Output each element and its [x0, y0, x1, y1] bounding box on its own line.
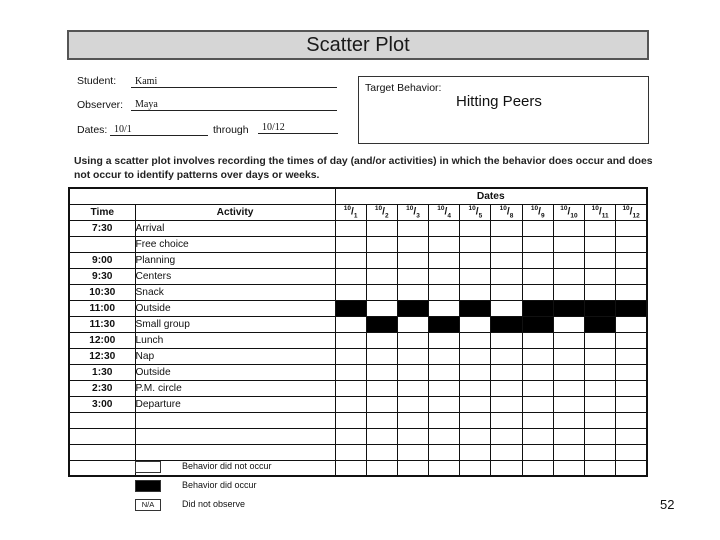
cell-behavior-not-occurred	[553, 348, 584, 364]
cell-behavior-not-occurred	[585, 268, 616, 284]
activity-cell	[135, 444, 335, 460]
cell-behavior-not-occurred	[397, 348, 428, 364]
cell-behavior-not-occurred	[616, 236, 647, 252]
legend-black-box	[135, 480, 161, 492]
student-value: Kami	[131, 75, 337, 88]
cell-behavior-not-occurred	[553, 316, 584, 332]
cell-behavior-not-occurred	[553, 460, 584, 476]
date-column-header: $^{10}/_{11}$	[585, 204, 616, 220]
table-row	[69, 236, 647, 252]
cell-behavior-not-occurred	[522, 284, 553, 300]
cell-behavior-not-occurred	[491, 284, 522, 300]
cell-behavior-not-occurred	[553, 380, 584, 396]
date-month: 10	[622, 204, 630, 212]
cell-behavior-not-occurred	[335, 428, 366, 444]
cell-behavior-not-occurred	[397, 332, 428, 348]
cell-behavior-not-occurred	[366, 380, 397, 396]
cell-behavior-not-occurred	[397, 396, 428, 412]
cell-behavior-not-occurred	[429, 444, 460, 460]
cell-behavior-occurred	[429, 316, 460, 332]
activity-cell	[135, 428, 335, 444]
cell-behavior-not-occurred	[616, 316, 647, 332]
activity-cell: Snack	[135, 284, 335, 300]
cell-behavior-not-occurred	[429, 268, 460, 284]
date-day: 12	[632, 212, 640, 220]
table-header-row-dates	[69, 188, 647, 204]
date-month: 10	[468, 204, 476, 212]
cell-behavior-not-occurred	[585, 380, 616, 396]
cell-behavior-occurred	[585, 316, 616, 332]
cell-behavior-not-occurred	[335, 236, 366, 252]
cell-behavior-not-occurred	[553, 236, 584, 252]
time-cell: 3:00	[69, 396, 135, 412]
table-header-row-columns	[69, 204, 647, 220]
cell-behavior-occurred	[366, 316, 397, 332]
cell-behavior-not-occurred	[522, 236, 553, 252]
through-label: through	[213, 124, 249, 136]
cell-behavior-occurred	[522, 300, 553, 316]
time-cell	[69, 236, 135, 252]
table-row	[69, 252, 647, 268]
cell-behavior-not-occurred	[491, 364, 522, 380]
cell-behavior-not-occurred	[429, 396, 460, 412]
cell-behavior-not-occurred	[616, 332, 647, 348]
cell-behavior-not-occurred	[585, 220, 616, 236]
cell-behavior-not-occurred	[335, 444, 366, 460]
date-month: 10	[437, 204, 445, 212]
activity-cell: Outside	[135, 300, 335, 316]
cell-behavior-not-occurred	[491, 380, 522, 396]
cell-behavior-not-occurred	[460, 348, 491, 364]
cell-behavior-occurred	[616, 300, 647, 316]
date-day: 4	[447, 212, 451, 220]
cell-behavior-not-occurred	[616, 220, 647, 236]
cell-behavior-not-occurred	[460, 284, 491, 300]
activity-header: Activity	[135, 204, 335, 220]
time-cell: 2:30	[69, 380, 135, 396]
date-month: 10	[343, 204, 351, 212]
cell-behavior-not-occurred	[335, 396, 366, 412]
cell-behavior-not-occurred	[491, 444, 522, 460]
cell-behavior-not-occurred	[585, 364, 616, 380]
date-column-header: $^{10}/_{10}$	[553, 204, 584, 220]
time-cell: 12:30	[69, 348, 135, 364]
legend-white-box	[135, 461, 161, 473]
table-row	[69, 300, 647, 316]
dates-label: Dates:	[77, 124, 108, 136]
cell-behavior-not-occurred	[460, 316, 491, 332]
cell-behavior-not-occurred	[553, 252, 584, 268]
activity-cell: Small group	[135, 316, 335, 332]
cell-behavior-not-occurred	[460, 364, 491, 380]
cell-behavior-not-occurred	[616, 284, 647, 300]
time-header: Time	[69, 204, 135, 220]
cell-behavior-not-occurred	[366, 252, 397, 268]
table-row	[69, 428, 647, 444]
cell-behavior-not-occurred	[366, 396, 397, 412]
cell-behavior-not-occurred	[522, 332, 553, 348]
cell-behavior-not-occurred	[522, 364, 553, 380]
cell-behavior-not-occurred	[460, 252, 491, 268]
cell-behavior-not-occurred	[616, 428, 647, 444]
cell-behavior-not-occurred	[616, 348, 647, 364]
observer-label: Observer:	[77, 99, 124, 111]
date-month: 10	[591, 204, 599, 212]
time-cell: 10:30	[69, 284, 135, 300]
cell-behavior-not-occurred	[460, 332, 491, 348]
cell-behavior-not-occurred	[491, 220, 522, 236]
cell-behavior-not-occurred	[616, 268, 647, 284]
cell-behavior-not-occurred	[585, 428, 616, 444]
time-cell: 9:00	[69, 252, 135, 268]
cell-behavior-occurred	[553, 300, 584, 316]
cell-behavior-not-occurred	[366, 284, 397, 300]
cell-behavior-not-occurred	[366, 364, 397, 380]
activity-cell: P.M. circle	[135, 380, 335, 396]
cell-behavior-not-occurred	[491, 252, 522, 268]
cell-behavior-not-occurred	[429, 380, 460, 396]
cell-behavior-not-occurred	[585, 412, 616, 428]
cell-behavior-not-occurred	[522, 268, 553, 284]
date-day: 11	[601, 212, 609, 220]
cell-behavior-not-occurred	[616, 380, 647, 396]
cell-behavior-not-occurred	[335, 284, 366, 300]
date-month: 10	[499, 204, 507, 212]
legend-not-observe-text: Did not observe	[182, 499, 246, 509]
cell-behavior-not-occurred	[522, 220, 553, 236]
cell-behavior-not-occurred	[585, 236, 616, 252]
cell-behavior-not-occurred	[397, 220, 428, 236]
scatter-plot-table	[68, 187, 648, 477]
cell-behavior-not-occurred	[429, 332, 460, 348]
observer-field	[77, 99, 123, 111]
cell-behavior-not-occurred	[585, 252, 616, 268]
cell-behavior-not-occurred	[616, 444, 647, 460]
table-row	[69, 284, 647, 300]
page-title	[67, 30, 649, 60]
time-cell: 1:30	[69, 364, 135, 380]
cell-behavior-not-occurred	[397, 412, 428, 428]
cell-behavior-not-occurred	[553, 268, 584, 284]
date-column-header: $^{10}/_8$	[491, 204, 522, 220]
cell-behavior-not-occurred	[553, 220, 584, 236]
date-day: 5	[478, 212, 483, 220]
cell-behavior-not-occurred	[429, 460, 460, 476]
cell-behavior-not-occurred	[460, 380, 491, 396]
cell-behavior-not-occurred	[522, 428, 553, 444]
table-row	[69, 316, 647, 332]
target-behavior-value: Hitting Peers	[456, 93, 542, 110]
time-cell	[69, 444, 135, 460]
cell-behavior-not-occurred	[616, 396, 647, 412]
student-field	[77, 75, 116, 87]
cell-behavior-not-occurred	[429, 348, 460, 364]
cell-behavior-not-occurred	[585, 460, 616, 476]
table-row	[69, 444, 647, 460]
activity-cell: Arrival	[135, 220, 335, 236]
cell-behavior-not-occurred	[460, 460, 491, 476]
cell-behavior-not-occurred	[429, 428, 460, 444]
page-number: 52	[660, 497, 675, 512]
cell-behavior-not-occurred	[366, 348, 397, 364]
cell-behavior-not-occurred	[366, 460, 397, 476]
cell-behavior-not-occurred	[335, 316, 366, 332]
cell-behavior-not-occurred	[366, 236, 397, 252]
cell-behavior-not-occurred	[585, 396, 616, 412]
cell-behavior-not-occurred	[366, 444, 397, 460]
cell-behavior-not-occurred	[616, 364, 647, 380]
dates-field	[77, 124, 107, 136]
cell-behavior-occurred	[491, 316, 522, 332]
observer-value: Maya	[131, 98, 337, 111]
cell-behavior-not-occurred	[522, 348, 553, 364]
cell-behavior-not-occurred	[553, 364, 584, 380]
cell-behavior-not-occurred	[366, 268, 397, 284]
cell-behavior-occurred	[397, 300, 428, 316]
target-behavior-label: Target Behavior:	[365, 82, 442, 94]
cell-behavior-not-occurred	[491, 428, 522, 444]
cell-behavior-not-occurred	[585, 332, 616, 348]
cell-behavior-not-occurred	[429, 364, 460, 380]
cell-behavior-not-occurred	[335, 364, 366, 380]
cell-behavior-not-occurred	[491, 396, 522, 412]
cell-behavior-not-occurred	[397, 268, 428, 284]
date-day: 9	[540, 212, 545, 220]
cell-behavior-not-occurred	[397, 364, 428, 380]
cell-behavior-not-occurred	[335, 460, 366, 476]
cell-behavior-not-occurred	[366, 412, 397, 428]
cell-behavior-not-occurred	[491, 300, 522, 316]
date-day: 10	[570, 212, 578, 220]
target-behavior-box	[358, 76, 649, 144]
cell-behavior-not-occurred	[616, 460, 647, 476]
date-column-header: $^{10}/_5$	[460, 204, 491, 220]
time-cell: 11:30	[69, 316, 135, 332]
time-cell	[69, 412, 135, 428]
cell-behavior-not-occurred	[460, 412, 491, 428]
cell-behavior-not-occurred	[491, 332, 522, 348]
cell-behavior-not-occurred	[397, 380, 428, 396]
date-month: 10	[406, 204, 414, 212]
cell-behavior-not-occurred	[429, 236, 460, 252]
legend-na-box: N/A	[135, 499, 161, 511]
cell-behavior-not-occurred	[397, 236, 428, 252]
table-row	[69, 220, 647, 236]
cell-behavior-not-occurred	[397, 284, 428, 300]
cell-behavior-not-occurred	[429, 284, 460, 300]
cell-behavior-occurred	[585, 300, 616, 316]
cell-behavior-not-occurred	[553, 412, 584, 428]
cell-behavior-not-occurred	[460, 428, 491, 444]
cell-behavior-not-occurred	[335, 252, 366, 268]
cell-behavior-not-occurred	[460, 220, 491, 236]
table-row	[69, 396, 647, 412]
cell-behavior-not-occurred	[491, 348, 522, 364]
date-month: 10	[560, 204, 568, 212]
table-row	[69, 332, 647, 348]
cell-behavior-not-occurred	[585, 284, 616, 300]
time-cell: 7:30	[69, 220, 135, 236]
date-to-value: 10/12	[258, 121, 338, 134]
cell-behavior-not-occurred	[366, 332, 397, 348]
date-day: 1	[353, 212, 358, 220]
time-cell	[69, 460, 135, 476]
date-column-header: $^{10}/_3$	[397, 204, 428, 220]
activity-cell	[135, 412, 335, 428]
cell-behavior-not-occurred	[522, 444, 553, 460]
cell-behavior-occurred	[522, 316, 553, 332]
date-column-header: $^{10}/_9$	[522, 204, 553, 220]
table-row	[69, 268, 647, 284]
cell-behavior-not-occurred	[553, 444, 584, 460]
cell-behavior-not-occurred	[460, 396, 491, 412]
cell-behavior-not-occurred	[429, 412, 460, 428]
cell-behavior-not-occurred	[335, 220, 366, 236]
cell-behavior-not-occurred	[429, 252, 460, 268]
instructions-text: Using a scatter plot involves recording the times of day (and/or activities) in which the behavior does occur and does not occur to identify patterns over days or weeks.	[74, 156, 653, 181]
cell-behavior-not-occurred	[491, 412, 522, 428]
cell-behavior-occurred	[335, 300, 366, 316]
time-cell: 9:30	[69, 268, 135, 284]
activity-cell: Departure	[135, 396, 335, 412]
date-month: 10	[530, 204, 539, 212]
cell-behavior-not-occurred	[491, 236, 522, 252]
cell-behavior-not-occurred	[460, 444, 491, 460]
cell-behavior-occurred	[460, 300, 491, 316]
cell-behavior-not-occurred	[335, 412, 366, 428]
cell-behavior-not-occurred	[335, 348, 366, 364]
date-day: 8	[509, 212, 514, 220]
cell-behavior-not-occurred	[491, 460, 522, 476]
cell-behavior-not-occurred	[397, 252, 428, 268]
cell-behavior-not-occurred	[460, 268, 491, 284]
table-row	[69, 364, 647, 380]
cell-behavior-not-occurred	[366, 428, 397, 444]
cell-behavior-not-occurred	[522, 396, 553, 412]
cell-behavior-not-occurred	[335, 380, 366, 396]
cell-behavior-not-occurred	[366, 300, 397, 316]
header-blank	[69, 188, 335, 204]
cell-behavior-not-occurred	[522, 412, 553, 428]
activity-cell: Nap	[135, 348, 335, 364]
cell-behavior-not-occurred	[616, 412, 647, 428]
table-row	[69, 380, 647, 396]
date-day: 2	[385, 212, 389, 220]
cell-behavior-not-occurred	[460, 236, 491, 252]
cell-behavior-not-occurred	[397, 460, 428, 476]
activity-cell: Free choice	[135, 236, 335, 252]
table-row	[69, 348, 647, 364]
cell-behavior-not-occurred	[429, 220, 460, 236]
student-label: Student:	[77, 75, 117, 87]
date-from-value: 10/1	[110, 123, 208, 136]
cell-behavior-not-occurred	[553, 332, 584, 348]
title-text: Scatter Plot	[306, 33, 410, 56]
cell-behavior-not-occurred	[553, 284, 584, 300]
activity-cell: Outside	[135, 364, 335, 380]
date-column-header: $^{10}/_{12}$	[616, 204, 647, 220]
dates-header: Dates	[335, 188, 647, 204]
table-body	[69, 220, 647, 476]
date-day: 3	[416, 212, 420, 220]
cell-behavior-not-occurred	[585, 444, 616, 460]
date-column-header: $^{10}/_2$	[366, 204, 397, 220]
cell-behavior-not-occurred	[335, 332, 366, 348]
activity-cell: Lunch	[135, 332, 335, 348]
cell-behavior-not-occurred	[335, 268, 366, 284]
cell-behavior-not-occurred	[397, 428, 428, 444]
cell-behavior-not-occurred	[522, 252, 553, 268]
activity-cell: Planning	[135, 252, 335, 268]
legend-not-occur-text: Behavior did not occur	[182, 461, 272, 471]
cell-behavior-not-occurred	[491, 268, 522, 284]
date-column-header: $^{10}/_1$	[335, 204, 366, 220]
cell-behavior-not-occurred	[553, 396, 584, 412]
time-cell: 12:00	[69, 332, 135, 348]
legend-did-occur-text: Behavior did occur	[182, 480, 257, 490]
cell-behavior-not-occurred	[366, 220, 397, 236]
cell-behavior-not-occurred	[429, 300, 460, 316]
date-month: 10	[374, 204, 383, 212]
time-cell	[69, 428, 135, 444]
time-cell: 11:00	[69, 300, 135, 316]
table-row	[69, 412, 647, 428]
activity-cell: Centers	[135, 268, 335, 284]
cell-behavior-not-occurred	[522, 460, 553, 476]
cell-behavior-not-occurred	[616, 252, 647, 268]
cell-behavior-not-occurred	[522, 380, 553, 396]
cell-behavior-not-occurred	[397, 316, 428, 332]
date-column-header: $^{10}/_4$	[429, 204, 460, 220]
cell-behavior-not-occurred	[585, 348, 616, 364]
cell-behavior-not-occurred	[397, 444, 428, 460]
cell-behavior-not-occurred	[553, 428, 584, 444]
